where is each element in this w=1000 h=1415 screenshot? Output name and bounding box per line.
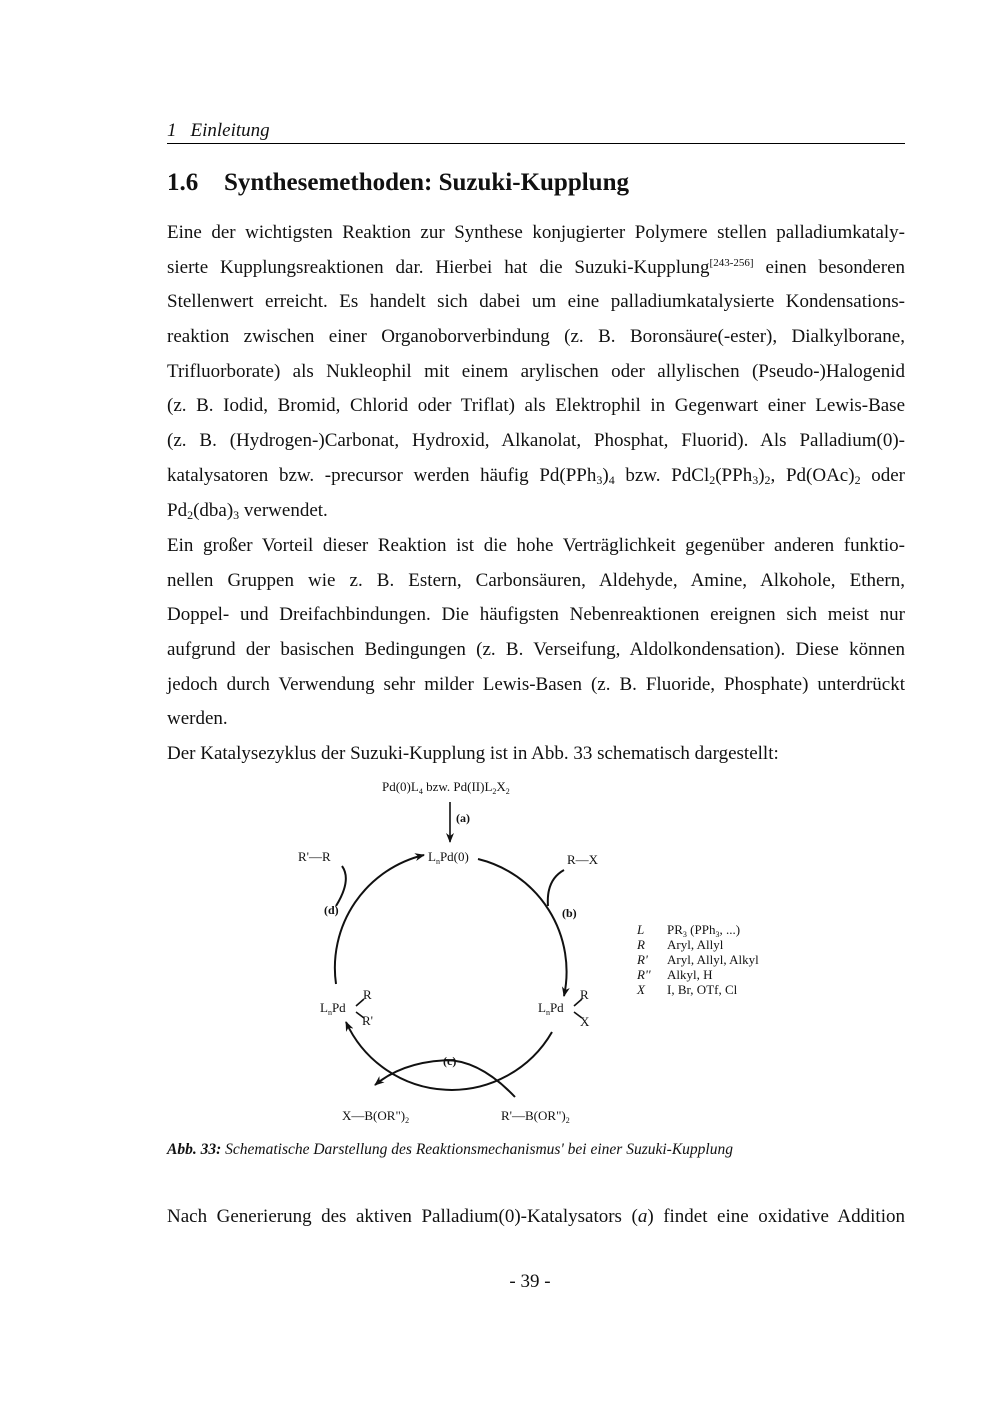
- paragraph-advantages: [167, 529, 905, 737]
- text-line: (z. B. Iodid, Bromid, Chlorid oder Triflat) als Elektrophil in Gegenwart einer Lewis-Base: [167, 395, 905, 417]
- legend-definition: Alkyl, H: [667, 967, 713, 982]
- legend-row: [637, 982, 759, 997]
- citation-reference: [243-256]: [709, 256, 754, 269]
- step-d-label: (d): [324, 903, 339, 917]
- text-span: (PPh: [715, 464, 753, 486]
- text-span: ) findet eine oxidative Addition: [647, 1206, 905, 1227]
- text-span: , Pd(OAc): [770, 464, 855, 486]
- legend-definition: $PR_3$ (PPh$_3$, ...): [667, 922, 741, 939]
- text-span: verwendet.: [239, 499, 328, 521]
- chapter-number: 1: [167, 120, 177, 141]
- text-span: oder: [860, 464, 905, 486]
- catalytic-cycle-figure: [280, 770, 820, 1140]
- legend-row: [637, 937, 759, 952]
- organohalide-label: R—X: [567, 852, 599, 867]
- legend-symbol: L: [637, 922, 645, 937]
- subscript: 3: [596, 472, 603, 487]
- text-line: Trifluorborate) als Nukleophil mit einem arylischen oder allylischen (Pseudo-)Halogenid: [167, 360, 905, 382]
- arrow-product-out: [336, 866, 346, 906]
- subscript: 4: [608, 472, 615, 487]
- text-line: Doppel- und Dreifachbindungen. Die häufigsten Nebenreaktionen ereignen sich meist nur: [167, 604, 905, 626]
- text-span: (dba): [193, 499, 234, 521]
- text-span: Nach Generierung des aktiven Palladium(0)-Katalysators (: [167, 1206, 638, 1227]
- abbreviation-legend: [637, 922, 759, 997]
- legend-row: [637, 922, 759, 937]
- caption-label: Abb. 33:: [167, 1141, 222, 1158]
- subscript: 2: [187, 507, 194, 522]
- text-line: Eine der wichtigsten Reaktion zur Synthese konjugierter Polymere stellen palladiumkataly-: [167, 222, 905, 243]
- subscript: 2: [709, 472, 716, 487]
- complex-substituent: R: [580, 987, 589, 1002]
- paragraph-continuation: [167, 1200, 905, 1234]
- legend-definition: Aryl, Allyl: [667, 937, 724, 952]
- text-line: reaktion zwischen einer Organoborverbindung (z. B. Boronsäure(-ester), Dialkylborane,: [167, 326, 905, 348]
- arc-reductive-elimination: [335, 855, 424, 984]
- caption-text: Schematische Darstellung des Reaktionsmechanismus' bei einer Suzuki-Kupplung: [221, 1141, 733, 1158]
- legend-row: [637, 952, 759, 967]
- borate-byproduct-label: $X—B(OR")_2$: [342, 1108, 410, 1125]
- active-catalyst-label: $L_nPd(0)$: [428, 849, 469, 866]
- legend-symbol: X: [637, 982, 645, 997]
- legend-row: [637, 967, 759, 982]
- figure-caption: [167, 1141, 733, 1159]
- paragraph-intro: [167, 216, 905, 528]
- text-line: Der Katalysezyklus der Suzuki-Kupplung ist in Abb. 33 schematisch dargestellt:: [167, 743, 779, 764]
- boronic-ester-label: $R'—B(OR")_2$: [501, 1108, 570, 1125]
- running-head: [167, 119, 905, 144]
- legend-symbol: R': [637, 952, 648, 967]
- text-line: aufgrund der basischen Bedingungen (z. B. Verseifung, Aldolkondensation). Diese können: [167, 639, 905, 661]
- section-number: 1.6: [167, 169, 199, 196]
- legend-symbol: R: [637, 937, 645, 952]
- oxidative-addition-complex: $L_nPd$: [538, 1000, 564, 1017]
- text-span: ): [602, 464, 609, 486]
- text-span: katalysatoren bzw. -precursor werden häufig Pd(PPh: [167, 464, 597, 486]
- text-line: [167, 459, 905, 494]
- subscript: 3: [233, 507, 240, 522]
- step-a-label: (a): [456, 811, 470, 825]
- complex-substituent: R': [362, 1013, 374, 1028]
- paragraph-figure-intro: [167, 737, 905, 772]
- step-c-label: (c): [443, 1054, 457, 1068]
- legend-symbol: R'': [637, 967, 651, 982]
- complex-substituent: X: [580, 1014, 590, 1029]
- text-line: [167, 251, 905, 286]
- step-b-label: (b): [562, 906, 577, 920]
- text-span: sierte Kupplungsreaktionen dar. Hierbei hat die Suzuki-Kupplung: [167, 256, 710, 278]
- text-line: Stellenwert erreicht. Es handelt sich dabei um eine palladiumkatalysierte Kondensations-: [167, 291, 905, 313]
- subscript: 2: [764, 472, 771, 487]
- coupling-product-label: R'—R: [298, 849, 331, 864]
- subscript: 2: [854, 472, 861, 487]
- text-span: einen besonderen: [753, 256, 905, 278]
- legend-definition: I, Br, OTf, Cl: [667, 982, 738, 997]
- section-heading: [167, 166, 629, 200]
- text-line: [167, 494, 905, 529]
- text-line: (z. B. (Hydrogen-)Carbonat, Hydroxid, Alkanolat, Phosphat, Fluorid). Als Palladium(0)-: [167, 430, 905, 452]
- text-span: bzw. PdCl: [614, 464, 710, 486]
- text-span: a: [637, 1206, 648, 1227]
- text-span: Pd: [167, 499, 188, 521]
- precatalyst-label: $Pd(0)L_4$ bzw. $Pd(II)L_2X_2$: [382, 779, 510, 796]
- text-line: nellen Gruppen wie z. B. Estern, Carbonsäuren, Aldehyde, Amine, Alkohole, Ethern,: [167, 569, 905, 591]
- text-line: jedoch durch Verwendung sehr milder Lewis-Basen (z. B. Fluoride, Phosphate) unterdrückt: [167, 673, 905, 695]
- legend-definition: Aryl, Allyl, Alkyl: [667, 952, 759, 967]
- arrow-substrate-in: [548, 870, 564, 906]
- complex-substituent: R: [363, 987, 372, 1002]
- chapter-title: Einleitung: [190, 120, 270, 141]
- text-span: ): [758, 464, 765, 486]
- diorganopalladium-complex: $L_nPd$: [320, 1000, 346, 1017]
- text-line: Ein großer Vorteil dieser Reaktion ist die hohe Verträglichkeit gegenüber anderen funktio-: [167, 535, 905, 556]
- text-line: werden.: [167, 708, 228, 730]
- section-title: Synthesemethoden: Suzuki-Kupplung: [224, 169, 629, 196]
- page-number: - 39 -: [509, 1271, 551, 1292]
- subscript: 3: [752, 472, 759, 487]
